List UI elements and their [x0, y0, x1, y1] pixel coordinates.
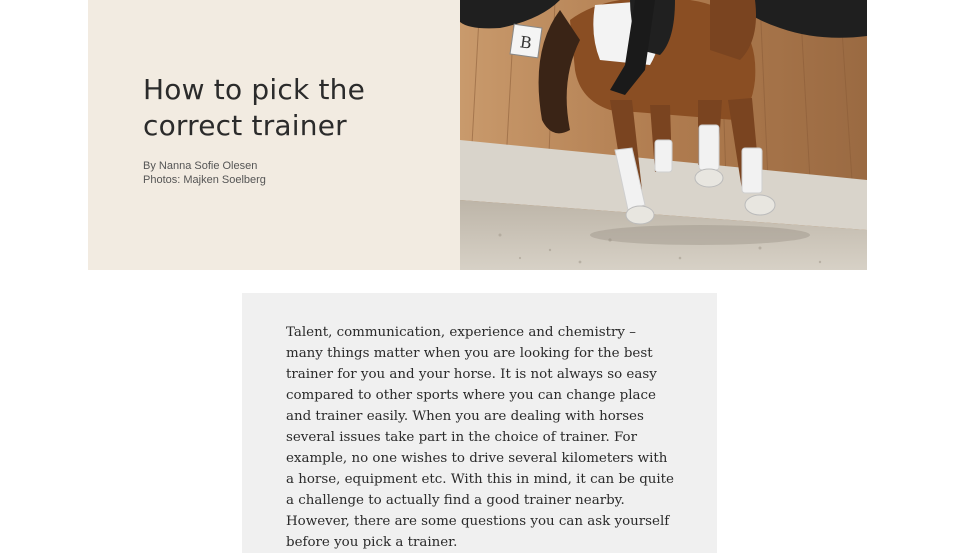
article-intro-box [242, 293, 717, 553]
arena-marker-letter: B [518, 32, 533, 53]
horse-dressage-image [460, 0, 867, 270]
article-title: How to pick the correct trainer [143, 73, 366, 142]
author-credit: By Nanna Sofie Olesen [143, 160, 258, 172]
byline [143, 159, 266, 187]
article-intro-text: Talent, communication, experience and chemistry – many things matter when you are looking for the best trainer for you and your horse. It is not always so easy compared to other sports where you can change place and trainer easily. When you are dealing with horses several issues take part in the choice of trainer. For example, no one wishes to drive several kilometers with a horse, equipment etc. With this in mind, it can be quite a challenge to actually find a good trainer nearby. However, there are some questions you can ask yourself before you pick a trainer. [286, 325, 674, 550]
photo-credit: Photos: Majken Soelberg [143, 174, 266, 186]
article-hero [88, 0, 867, 270]
hero-photo [460, 0, 867, 270]
hero-text-panel [88, 0, 460, 270]
